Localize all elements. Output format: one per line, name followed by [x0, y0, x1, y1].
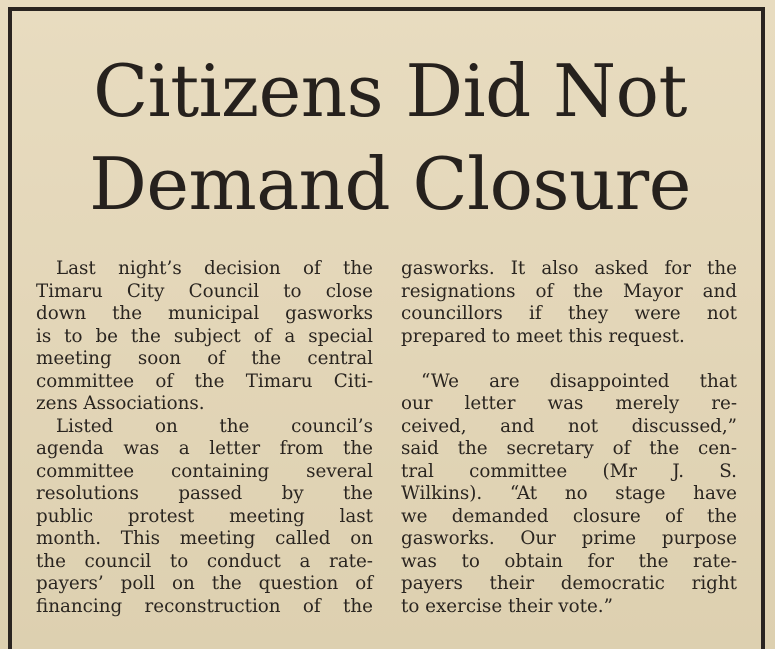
text-line: financing reconstruction of the — [36, 595, 373, 617]
text-line: Wilkins). “At no stage have — [401, 483, 737, 504]
text-line: gasworks. It also asked for the — [401, 258, 737, 279]
text-line: ceived, and not discussed,” — [401, 415, 737, 437]
text-line: prepared to meet this request. — [401, 325, 685, 347]
headline-line-1: Citizens Did Not — [93, 49, 687, 133]
text-line: down the municipal gasworks — [36, 303, 373, 324]
text-line: Timaru City Council to close — [36, 280, 373, 302]
text-line: Listed on the council’s — [56, 415, 373, 437]
text-line: payers’ poll on the question of — [36, 573, 373, 594]
headline-line-2: Demand Closure — [89, 142, 691, 226]
text-line: to exercise their vote.” — [401, 595, 613, 617]
text-line: payers their democratic right — [401, 573, 737, 594]
text-line: Last night’s decision of the — [56, 258, 373, 279]
text-line: our letter was merely re- — [401, 393, 737, 414]
text-line: the council to conduct a rate- — [36, 550, 373, 572]
text-line: month. This meeting called on — [36, 528, 373, 549]
text-line: resolutions passed by the — [36, 483, 373, 504]
text-line: meeting soon of the central — [36, 348, 373, 369]
article-column-left — [36, 258, 373, 618]
text-line: we demanded closure of the — [401, 505, 737, 527]
text-line: tral committee (Mr J. S. — [401, 460, 737, 482]
text-line: was to obtain for the rate- — [401, 550, 737, 572]
text-line: committee of the Timaru Citi- — [36, 370, 373, 392]
text-line: zens Associations. — [36, 393, 205, 414]
article-column-right — [401, 258, 737, 618]
frame-rule-top — [8, 7, 765, 11]
text-line: “We are disappointed that — [421, 370, 737, 392]
text-line: said the secretary of the cen- — [401, 438, 737, 459]
frame-rule-right — [761, 7, 765, 649]
text-line: is to be the subject of a special — [36, 325, 373, 347]
text-line: resignations of the Mayor and — [401, 280, 737, 302]
text-line: public protest meeting last — [36, 505, 373, 527]
text-line: committee containing several — [36, 460, 373, 482]
text-line: councillors if they were not — [401, 303, 737, 324]
text-line: agenda was a letter from the — [36, 438, 373, 459]
text-line: gasworks. Our prime purpose — [401, 528, 737, 549]
paragraph-gap — [401, 348, 737, 371]
frame-rule-left — [8, 7, 12, 649]
